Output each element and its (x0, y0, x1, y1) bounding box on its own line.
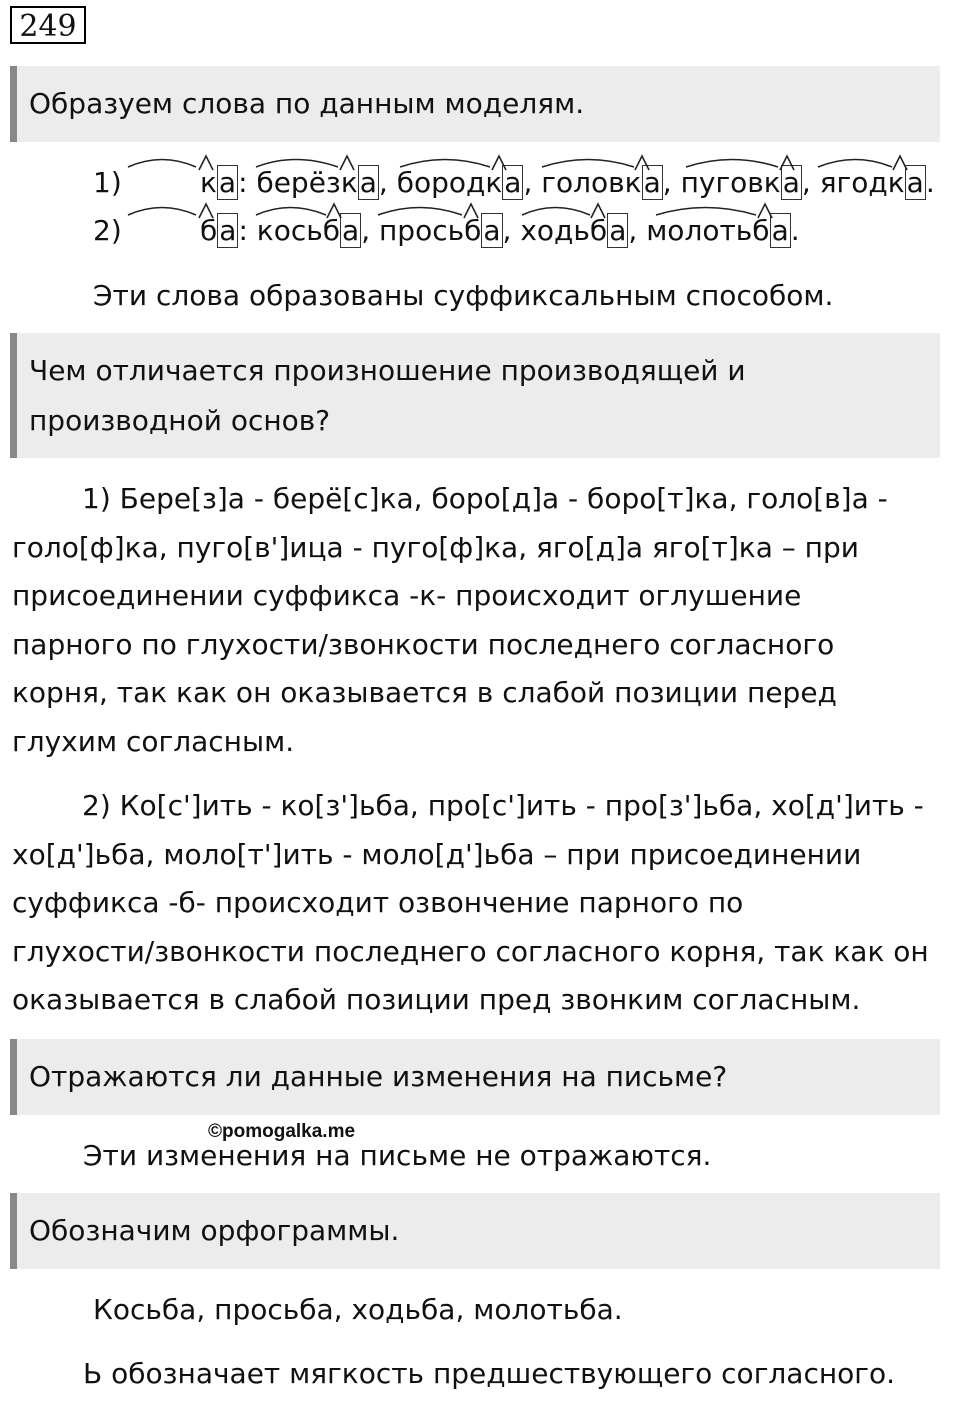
explanation-1 (12, 475, 947, 766)
question-4-text: Обозначим орфограммы. (29, 1214, 400, 1247)
explanation-2-line-2: хо[д']ьба, моло[т']ить - моло[д']ьба – при присоединении (12, 837, 862, 871)
model-1-word-5-ending: а (906, 166, 924, 199)
answer-1: Эти слова образованы суффиксальным способом. (93, 279, 834, 312)
explanation-1-line-5: корня, так как он оказывается в слабой позиции перед (12, 676, 837, 709)
explanation-2-line-4: глухости/звонкости последнего согласного корня, так как он (12, 934, 929, 968)
model-2-word-1: косьб (256, 214, 341, 247)
model-1-word-4-ending: а (782, 166, 800, 199)
answer-4: Ь обозначает мягкость предшествующего согласного. (83, 1357, 896, 1390)
model-2-word-4: молотьб (646, 214, 770, 247)
explanation-2-line-5: оказывается в слабой позиции пред звонким согласным. (12, 983, 861, 1016)
model-1-word-5: ягодк (819, 166, 905, 199)
model-2: 2) ба: косьба, просьба, ходьба, молотьба. (93, 211, 800, 251)
question-2-line-1: Чем отличается произношение производящей и (29, 354, 746, 387)
model-2-word-3: ходьб (520, 214, 608, 247)
watermark: ©pomogalka.me (208, 1121, 356, 1142)
exercise-number: 249 (10, 6, 86, 44)
model-2-ending: а (219, 214, 237, 247)
question-3-text: Отражаются ли данные изменения на письме? (29, 1060, 728, 1093)
answer-3: Эти изменения на письме не отражаются. (83, 1139, 712, 1172)
explanation-2-line-1: 2) Ко[с']ить - ко[з']ьба, про[с']ить - про[з']ьба, хо[д']ить - (82, 789, 924, 822)
question-1 (10, 66, 940, 142)
question-1-text: Образуем слова по данным моделям. (29, 87, 585, 120)
model-1-colon: : (238, 166, 257, 199)
explanation-1-line-1: 1) Бере[з]а - берё[с]ка, боро[д]а - боро[т]ка, голо[в]а - (82, 482, 888, 515)
model-2-colon: : (238, 214, 257, 247)
model-1-word-1: берёзк (256, 166, 358, 199)
model-1-number: 1) (93, 166, 122, 199)
question-4 (10, 1193, 940, 1269)
model-1-suffix: к (200, 166, 217, 199)
model-1-word-2-ending: а (504, 166, 522, 199)
explanation-1-line-3: присоединении суффикса -к- происходит оглушение (12, 579, 802, 612)
model-2-word-3-ending: а (609, 214, 627, 247)
model-1-word-1-ending: а (359, 166, 377, 199)
explanation-1-line-6: глухим согласным. (12, 724, 295, 758)
question-3 (10, 1039, 940, 1115)
explanation-2-line-3: суффикса -б- происходит озвончение парного по (12, 886, 744, 919)
model-2-word-1-ending: а (342, 214, 360, 247)
model-1-word-4: пуговк (680, 166, 781, 199)
model-2-suffix: б (200, 214, 218, 247)
model-2-number: 2) (93, 214, 122, 247)
model-1-word-3-ending: а (643, 166, 661, 199)
question-2-line-2: производной основ? (29, 404, 331, 437)
model-2-word-2-ending: а (483, 214, 501, 247)
model-1-word-3: головк (541, 166, 642, 199)
model-1: 1) ка: берёзка, бородка, головка, пуговка, ягодка. (93, 163, 935, 203)
model-2-word-2: просьб (379, 214, 482, 247)
explanation-1-line-4: парного по глухости/звонкости последнего согласного (12, 627, 835, 661)
model-2-word-4-ending: а (771, 214, 789, 247)
explanation-2 (12, 782, 947, 1025)
explanation-1-line-2: голо[ф]ка, пуго[в']ица - пуго[ф]ка, яго[д]а яго[т]ка – при (12, 530, 859, 564)
model-1-ending: а (218, 166, 237, 199)
orthograms-line: Косьба, просьба, ходьба, молотьба. (93, 1293, 623, 1326)
model-1-word-2: бородк (396, 166, 503, 199)
question-2 (10, 333, 940, 458)
